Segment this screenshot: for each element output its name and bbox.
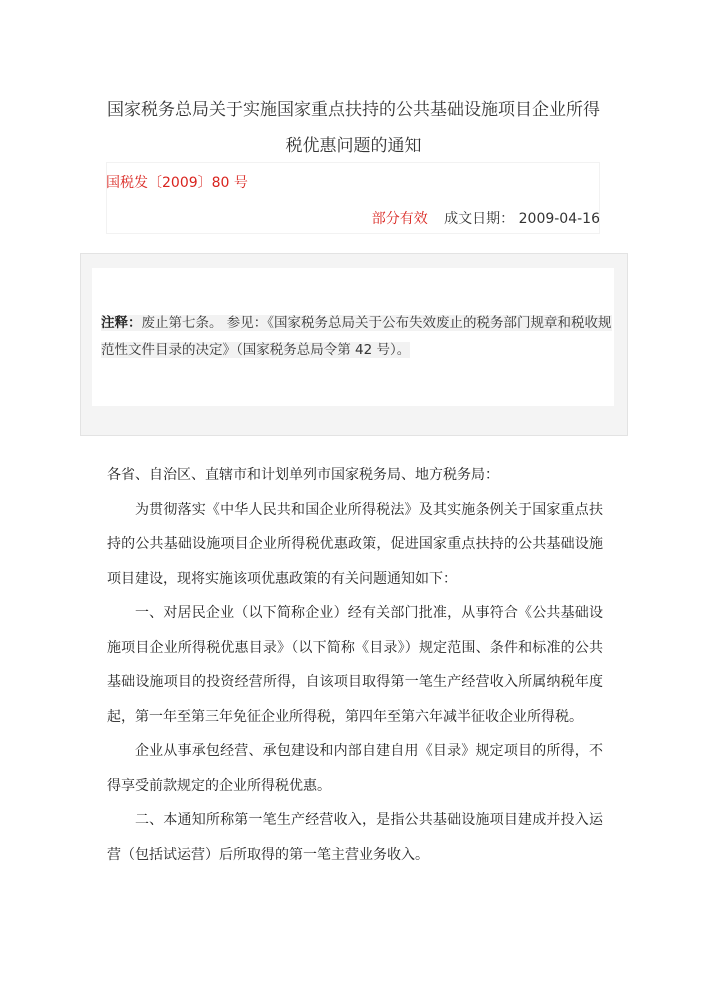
validity-status: 部分有效 xyxy=(371,211,428,227)
body-paragraph: 一、对居民企业（以下简称企业）经有关部门批准，从事符合《公共基础设施项目企业所得税优惠目录》（以下简称《目录》）规定范围、条件和标准的公共基础设施项目的投资经营所得，自该项目取得第一笔生产经营收入所属纳税年度起，第一年至第三年免征企业所得税，第四年至第六年减半征收企业所得税。 xyxy=(107,605,603,725)
document-meta-row xyxy=(372,208,600,228)
date-value: 2009-04-16 xyxy=(518,211,600,227)
document-body xyxy=(107,458,603,872)
body-paragraph: 二、本通知所称第一笔生产经营收入，是指公共基础设施项目建成并投入运营（包括试运营）后所取得的第一笔主营业务收入。 xyxy=(107,812,603,863)
body-paragraph: 企业从事承包经营、承包建设和内部自建自用《目录》规定项目的所得，不得享受前款规定的企业所得税优惠。 xyxy=(107,743,603,794)
salutation: 各省、自治区、直辖市和计划单列市国家税务局、地方税务局： xyxy=(107,467,499,483)
document-title-line-1: 国家税务总局关于实施国家重点扶持的公共基础设施项目企业所得 xyxy=(107,100,600,120)
document-number: 国税发〔2009〕80 号 xyxy=(106,175,248,191)
body-paragraph: 为贯彻落实《中华人民共和国企业所得税法》及其实施条例关于国家重点扶持的公共基础设施项目企业所得税优惠政策，促进国家重点扶持的公共基础设施项目建设，现将实施该项优惠政策的有关问题通知如下： xyxy=(107,501,603,587)
document-title-line-2: 税优惠问题的通知 xyxy=(285,136,422,156)
date-label: 成文日期： xyxy=(444,211,515,227)
note-text: 废止第七条。 参见：《国家税务总局关于公布失效废止的税务部门规章和税收规范性文件目录的决定》（国家税务总局令第 42 号）。 xyxy=(101,315,612,358)
note-label: 注释： xyxy=(101,315,142,331)
note-content xyxy=(101,310,616,364)
